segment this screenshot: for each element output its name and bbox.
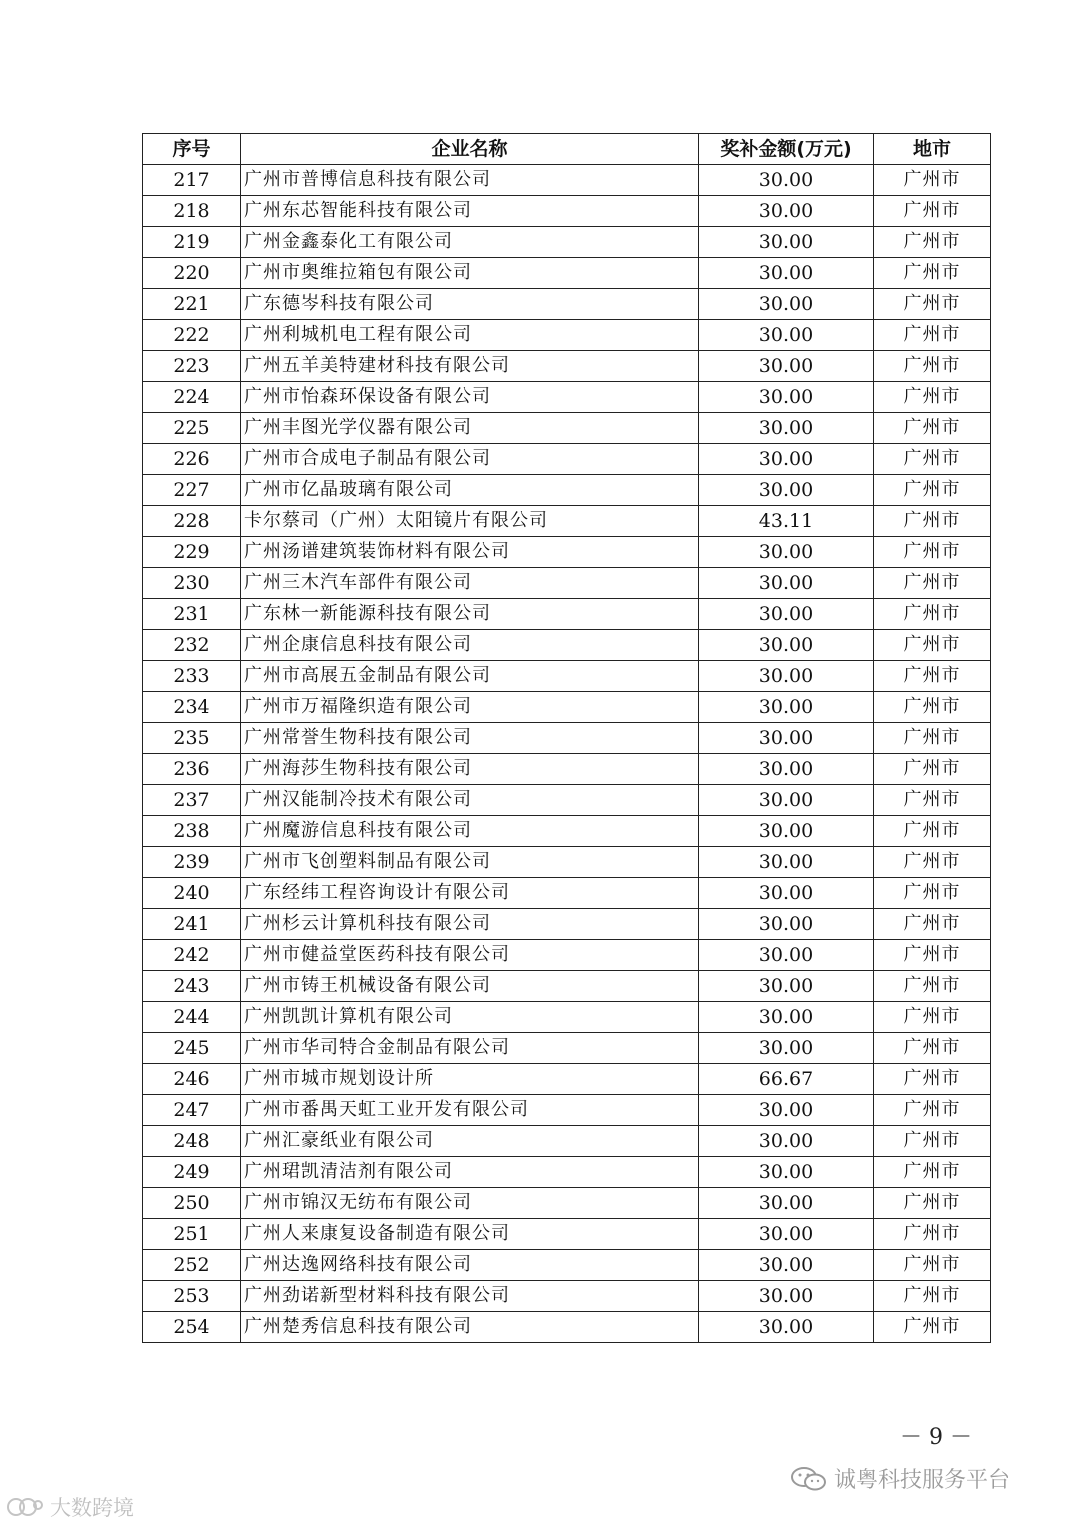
row-amount: 30.00	[699, 1281, 874, 1312]
row-index: 248	[143, 1126, 241, 1157]
row-amount: 30.00	[699, 630, 874, 661]
row-city: 广州市	[874, 785, 991, 816]
row-city: 广州市	[874, 382, 991, 413]
table-row	[143, 630, 991, 661]
row-company-name: 广州东芯智能科技有限公司	[241, 196, 699, 227]
row-index: 234	[143, 692, 241, 723]
table-row	[143, 475, 991, 506]
row-city: 广州市	[874, 1064, 991, 1095]
table-row	[143, 258, 991, 289]
row-city: 广州市	[874, 1126, 991, 1157]
watermark-right-text: 诚粤科技服务平台	[834, 1468, 1011, 1493]
row-company-name: 广州市城市规划设计所	[241, 1064, 699, 1095]
table-row	[143, 1281, 991, 1312]
row-index: 240	[143, 878, 241, 909]
row-index: 231	[143, 599, 241, 630]
row-index: 230	[143, 568, 241, 599]
table-row	[143, 599, 991, 630]
row-amount: 30.00	[699, 227, 874, 258]
table-row	[143, 413, 991, 444]
table-row	[143, 1188, 991, 1219]
row-amount: 30.00	[699, 816, 874, 847]
row-company-name: 广州三木汽车部件有限公司	[241, 568, 699, 599]
table-header-row	[143, 134, 991, 165]
row-index: 220	[143, 258, 241, 289]
table-row	[143, 1157, 991, 1188]
row-city: 广州市	[874, 1219, 991, 1250]
row-company-name: 广州劲诺新型材料科技有限公司	[241, 1281, 699, 1312]
row-amount: 30.00	[699, 258, 874, 289]
row-amount: 30.00	[699, 1312, 874, 1343]
row-amount: 30.00	[699, 754, 874, 785]
row-city: 广州市	[874, 909, 991, 940]
table-row	[143, 1126, 991, 1157]
row-city: 广州市	[874, 692, 991, 723]
table-row	[143, 692, 991, 723]
row-company-name: 广州市万福隆织造有限公司	[241, 692, 699, 723]
row-company-name: 广州市高展五金制品有限公司	[241, 661, 699, 692]
row-amount: 30.00	[699, 196, 874, 227]
row-index: 237	[143, 785, 241, 816]
row-index: 242	[143, 940, 241, 971]
row-company-name: 广州楚秀信息科技有限公司	[241, 1312, 699, 1343]
row-index: 217	[143, 165, 241, 196]
row-index: 253	[143, 1281, 241, 1312]
row-amount: 30.00	[699, 1033, 874, 1064]
row-amount: 30.00	[699, 444, 874, 475]
row-company-name: 广州市奥维拉箱包有限公司	[241, 258, 699, 289]
row-city: 广州市	[874, 351, 991, 382]
page-number: － 9 －	[900, 1425, 972, 1450]
header-company-name: 企业名称	[241, 134, 699, 165]
row-index: 251	[143, 1219, 241, 1250]
row-company-name: 广州海莎生物科技有限公司	[241, 754, 699, 785]
table-row	[143, 196, 991, 227]
row-index: 244	[143, 1002, 241, 1033]
row-company-name: 广州市华司特合金制品有限公司	[241, 1033, 699, 1064]
row-index: 246	[143, 1064, 241, 1095]
row-company-name: 广东德岑科技有限公司	[241, 289, 699, 320]
row-city: 广州市	[874, 630, 991, 661]
row-index: 219	[143, 227, 241, 258]
table-row	[143, 382, 991, 413]
row-company-name: 广州珺凯清洁剂有限公司	[241, 1157, 699, 1188]
row-company-name: 广州市锦汉无纺布有限公司	[241, 1188, 699, 1219]
row-amount: 30.00	[699, 661, 874, 692]
table-row	[143, 940, 991, 971]
table-row	[143, 816, 991, 847]
row-amount: 30.00	[699, 785, 874, 816]
table-row	[143, 1250, 991, 1281]
row-amount: 66.67	[699, 1064, 874, 1095]
row-index: 224	[143, 382, 241, 413]
row-amount: 30.00	[699, 878, 874, 909]
table-row	[143, 289, 991, 320]
row-company-name: 广州市铸王机械设备有限公司	[241, 971, 699, 1002]
row-amount: 30.00	[699, 1126, 874, 1157]
row-amount: 30.00	[699, 289, 874, 320]
wechat-icon	[790, 1466, 828, 1492]
row-city: 广州市	[874, 1188, 991, 1219]
row-city: 广州市	[874, 1095, 991, 1126]
row-index: 226	[143, 444, 241, 475]
row-city: 广州市	[874, 940, 991, 971]
table-row	[143, 971, 991, 1002]
row-company-name: 广东经纬工程咨询设计有限公司	[241, 878, 699, 909]
row-amount: 30.00	[699, 1002, 874, 1033]
row-city: 广州市	[874, 1033, 991, 1064]
row-company-name: 广州企康信息科技有限公司	[241, 630, 699, 661]
row-amount: 30.00	[699, 568, 874, 599]
table-row	[143, 537, 991, 568]
row-index: 254	[143, 1312, 241, 1343]
row-city: 广州市	[874, 847, 991, 878]
table-row	[143, 723, 991, 754]
table-row	[143, 878, 991, 909]
row-city: 广州市	[874, 475, 991, 506]
table-row	[143, 320, 991, 351]
row-index: 247	[143, 1095, 241, 1126]
row-city: 广州市	[874, 258, 991, 289]
header-amount: 奖补金额(万元)	[699, 134, 874, 165]
row-company-name: 广州汇豪纸业有限公司	[241, 1126, 699, 1157]
table-row	[143, 1312, 991, 1343]
row-amount: 30.00	[699, 909, 874, 940]
row-company-name: 广州丰图光学仪器有限公司	[241, 413, 699, 444]
table-row	[143, 1064, 991, 1095]
row-amount: 43.11	[699, 506, 874, 537]
row-company-name: 广州市亿晶玻璃有限公司	[241, 475, 699, 506]
row-amount: 30.00	[699, 382, 874, 413]
table-row	[143, 444, 991, 475]
row-city: 广州市	[874, 1250, 991, 1281]
row-index: 252	[143, 1250, 241, 1281]
row-amount: 30.00	[699, 537, 874, 568]
row-amount: 30.00	[699, 320, 874, 351]
row-company-name: 广州市番禺天虹工业开发有限公司	[241, 1095, 699, 1126]
row-amount: 30.00	[699, 940, 874, 971]
row-city: 广州市	[874, 444, 991, 475]
row-amount: 30.00	[699, 165, 874, 196]
table-row	[143, 785, 991, 816]
row-company-name: 广州市健益堂医药科技有限公司	[241, 940, 699, 971]
table-row	[143, 1002, 991, 1033]
row-city: 广州市	[874, 537, 991, 568]
row-index: 229	[143, 537, 241, 568]
row-amount: 30.00	[699, 599, 874, 630]
table-row	[143, 227, 991, 258]
row-amount: 30.00	[699, 847, 874, 878]
row-company-name: 广州汉能制冷技术有限公司	[241, 785, 699, 816]
row-company-name: 广州市怡森环保设备有限公司	[241, 382, 699, 413]
row-company-name: 广州五羊美特建材科技有限公司	[241, 351, 699, 382]
row-company-name: 广州利城机电工程有限公司	[241, 320, 699, 351]
row-index: 241	[143, 909, 241, 940]
row-index: 238	[143, 816, 241, 847]
row-amount: 30.00	[699, 692, 874, 723]
row-index: 228	[143, 506, 241, 537]
row-index: 239	[143, 847, 241, 878]
row-company-name: 广州凯凯计算机有限公司	[241, 1002, 699, 1033]
row-company-name: 广州达逸网络科技有限公司	[241, 1250, 699, 1281]
row-amount: 30.00	[699, 1095, 874, 1126]
header-index: 序号	[143, 134, 241, 165]
row-city: 广州市	[874, 599, 991, 630]
row-city: 广州市	[874, 661, 991, 692]
table-row	[143, 506, 991, 537]
row-index: 227	[143, 475, 241, 506]
row-index: 232	[143, 630, 241, 661]
row-index: 249	[143, 1157, 241, 1188]
table-row	[143, 1095, 991, 1126]
row-city: 广州市	[874, 816, 991, 847]
row-index: 245	[143, 1033, 241, 1064]
row-city: 广州市	[874, 289, 991, 320]
table-row	[143, 754, 991, 785]
row-amount: 30.00	[699, 1219, 874, 1250]
row-city: 广州市	[874, 1281, 991, 1312]
row-city: 广州市	[874, 723, 991, 754]
table-row	[143, 568, 991, 599]
row-city: 广州市	[874, 878, 991, 909]
table-row	[143, 661, 991, 692]
row-company-name: 广州市普博信息科技有限公司	[241, 165, 699, 196]
row-company-name: 广州杉云计算机科技有限公司	[241, 909, 699, 940]
row-index: 221	[143, 289, 241, 320]
row-index: 250	[143, 1188, 241, 1219]
row-amount: 30.00	[699, 1157, 874, 1188]
logo-icon	[6, 1496, 46, 1518]
subsidy-table	[142, 133, 991, 1343]
row-index: 233	[143, 661, 241, 692]
header-city: 地市	[874, 134, 991, 165]
table-row	[143, 1219, 991, 1250]
row-city: 广州市	[874, 227, 991, 258]
table-row	[143, 165, 991, 196]
row-amount: 30.00	[699, 723, 874, 754]
row-city: 广州市	[874, 413, 991, 444]
row-company-name: 广州市合成电子制品有限公司	[241, 444, 699, 475]
row-city: 广州市	[874, 1312, 991, 1343]
row-amount: 30.00	[699, 351, 874, 382]
table-row	[143, 909, 991, 940]
row-company-name: 广州金鑫泰化工有限公司	[241, 227, 699, 258]
row-city: 广州市	[874, 1157, 991, 1188]
row-index: 225	[143, 413, 241, 444]
row-company-name: 卡尔蔡司（广州）太阳镜片有限公司	[241, 506, 699, 537]
watermark-right	[790, 1463, 1010, 1494]
row-city: 广州市	[874, 971, 991, 1002]
row-index: 235	[143, 723, 241, 754]
row-city: 广州市	[874, 506, 991, 537]
row-city: 广州市	[874, 165, 991, 196]
row-amount: 30.00	[699, 971, 874, 1002]
row-city: 广州市	[874, 568, 991, 599]
watermark-left	[6, 1492, 134, 1522]
watermark-left-text: 大数跨境	[50, 1496, 134, 1520]
row-amount: 30.00	[699, 1250, 874, 1281]
table-row	[143, 847, 991, 878]
row-city: 广州市	[874, 320, 991, 351]
row-company-name: 广州汤谱建筑装饰材料有限公司	[241, 537, 699, 568]
row-company-name: 广州市飞创塑料制品有限公司	[241, 847, 699, 878]
row-amount: 30.00	[699, 413, 874, 444]
row-company-name: 广州人来康复设备制造有限公司	[241, 1219, 699, 1250]
row-company-name: 广州魔游信息科技有限公司	[241, 816, 699, 847]
table-row	[143, 1033, 991, 1064]
row-index: 236	[143, 754, 241, 785]
row-index: 223	[143, 351, 241, 382]
table-body	[143, 165, 991, 1343]
row-city: 广州市	[874, 1002, 991, 1033]
row-index: 243	[143, 971, 241, 1002]
row-company-name: 广州常誉生物科技有限公司	[241, 723, 699, 754]
row-index: 218	[143, 196, 241, 227]
row-company-name: 广东林一新能源科技有限公司	[241, 599, 699, 630]
row-index: 222	[143, 320, 241, 351]
row-amount: 30.00	[699, 475, 874, 506]
row-amount: 30.00	[699, 1188, 874, 1219]
row-city: 广州市	[874, 754, 991, 785]
row-city: 广州市	[874, 196, 991, 227]
table-row	[143, 351, 991, 382]
